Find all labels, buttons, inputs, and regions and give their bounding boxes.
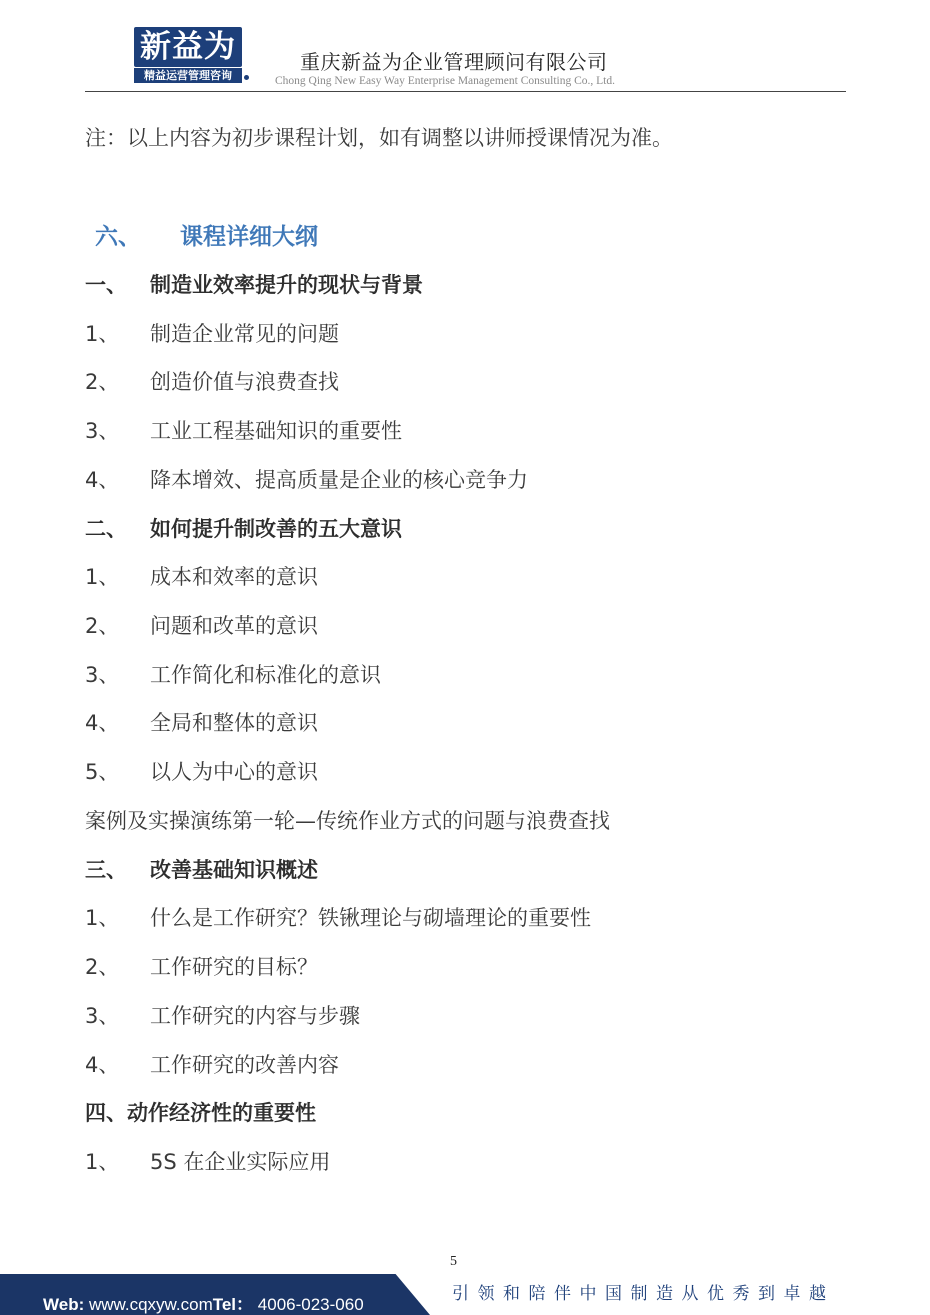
outline-item bbox=[85, 1003, 360, 1029]
company-logo bbox=[134, 27, 244, 85]
outline-case-exercise bbox=[85, 808, 610, 834]
outline-text: 5S 在企业实际应用 bbox=[150, 1150, 331, 1174]
outline-text: 降本增效、提高质量是企业的核心竞争力 bbox=[150, 468, 528, 492]
outline-item bbox=[85, 321, 339, 347]
outline-number: 1、 bbox=[85, 906, 120, 930]
outline-number: 4、 bbox=[85, 711, 120, 735]
outline-text: 工业工程基础知识的重要性 bbox=[150, 419, 402, 443]
outline-number: 2、 bbox=[85, 955, 120, 979]
outline-number: 1、 bbox=[85, 322, 120, 346]
outline-item bbox=[85, 905, 591, 931]
company-name-en: Chong Qing New Easy Way Enterprise Management Consulting Co., Ltd. bbox=[275, 75, 615, 87]
outline-item bbox=[85, 613, 318, 639]
footer-slogan: 引领和陪伴中国制造从优秀到卓越 bbox=[452, 1284, 835, 1304]
web-label: Web: bbox=[43, 1295, 85, 1314]
outline-heading bbox=[85, 1100, 316, 1126]
outline-item bbox=[85, 662, 381, 688]
tel-label: Tel： bbox=[212, 1295, 254, 1314]
logo-registered-mark bbox=[244, 75, 249, 80]
outline-number: 3、 bbox=[85, 1004, 120, 1028]
outline-heading bbox=[85, 272, 423, 298]
outline-number: 1、 bbox=[85, 565, 120, 589]
outline-item bbox=[85, 467, 528, 493]
outline-number: 5、 bbox=[85, 760, 120, 784]
outline-text: 问题和改革的意识 bbox=[150, 614, 318, 638]
page-number: 5 bbox=[450, 1254, 457, 1269]
section-number: 六、 bbox=[95, 224, 141, 250]
outline-number: 4、 bbox=[85, 1053, 120, 1077]
outline-text: 四、动作经济性的重要性 bbox=[85, 1101, 316, 1125]
logo-main-text: 新益为 bbox=[134, 27, 242, 67]
outline-text: 制造企业常见的问题 bbox=[150, 322, 339, 346]
logo-sub-text: 精益运营管理咨询 bbox=[134, 68, 242, 83]
outline-item bbox=[85, 369, 339, 395]
outline-item bbox=[85, 1149, 330, 1175]
outline-number: 3、 bbox=[85, 663, 120, 687]
outline-item bbox=[85, 759, 318, 785]
outline-text: 案例及实操演练第一轮—传统作业方式的问题与浪费查找 bbox=[85, 809, 610, 833]
outline-item bbox=[85, 564, 318, 590]
outline-text: 如何提升制改善的五大意识 bbox=[150, 517, 402, 541]
outline-number: 4、 bbox=[85, 468, 120, 492]
outline-number: 2、 bbox=[85, 370, 120, 394]
outline-number: 二、 bbox=[85, 517, 127, 541]
outline-text: 什么是工作研究？铁锹理论与砌墙理论的重要性 bbox=[150, 906, 591, 930]
outline-number: 三、 bbox=[85, 858, 127, 882]
outline-item bbox=[85, 418, 402, 444]
outline-heading bbox=[85, 516, 402, 542]
header-divider bbox=[85, 91, 846, 92]
outline-text: 工作研究的目标？ bbox=[150, 955, 318, 979]
outline-text: 工作简化和标准化的意识 bbox=[150, 663, 381, 687]
outline-text: 以人为中心的意识 bbox=[150, 760, 318, 784]
section-heading bbox=[95, 223, 318, 251]
outline-text: 全局和整体的意识 bbox=[150, 711, 318, 735]
course-plan-note: 注：以上内容为初步课程计划，如有调整以讲师授课情况为准。 bbox=[85, 126, 673, 150]
outline-number: 3、 bbox=[85, 419, 120, 443]
section-title: 课程详细大纲 bbox=[180, 224, 318, 250]
telephone-number: 4006-023-060 bbox=[257, 1295, 364, 1314]
outline-text: 成本和效率的意识 bbox=[150, 565, 318, 589]
website-link[interactable]: www.cqxyw.com bbox=[88, 1295, 213, 1314]
outline-number: 1、 bbox=[85, 1150, 120, 1174]
outline-text: 改善基础知识概述 bbox=[150, 858, 318, 882]
outline-number: 2、 bbox=[85, 614, 120, 638]
outline-number: 一、 bbox=[85, 273, 127, 297]
outline-heading bbox=[85, 857, 318, 883]
outline-item bbox=[85, 954, 318, 980]
outline-text: 工作研究的改善内容 bbox=[150, 1053, 339, 1077]
outline-text: 创造价值与浪费查找 bbox=[150, 370, 339, 394]
outline-text: 工作研究的内容与步骤 bbox=[150, 1004, 360, 1028]
footer-contact bbox=[43, 1290, 364, 1315]
company-name-cn: 重庆新益为企业管理顾问有限公司 bbox=[300, 50, 608, 74]
outline-item bbox=[85, 1052, 339, 1078]
outline-item bbox=[85, 710, 318, 736]
outline-text: 制造业效率提升的现状与背景 bbox=[150, 273, 423, 297]
